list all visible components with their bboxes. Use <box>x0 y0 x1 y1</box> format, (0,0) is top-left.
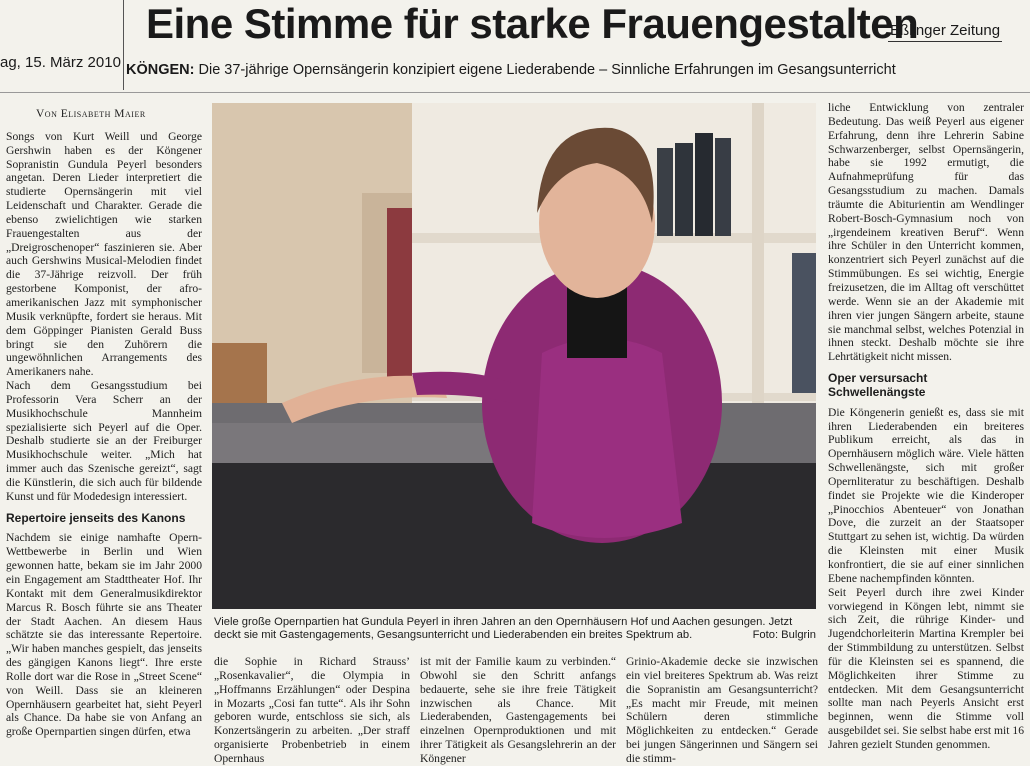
article-column-2 <box>214 655 410 766</box>
publication-date: ag, 15. März 2010 <box>0 54 121 71</box>
paragraph: ist mit der Familie kaum zu verbinden.“ Obwohl sie den Schritt anfangs bedauerte, sehe sie ihre freie Tätigkeit inzwischen als Chance. Mit Liederabenden, Gastengagements bei einzelnen Opernproduktionen und mit ihrer Tätigkeit als Gesangslehrerin an der Köngener <box>420 655 616 765</box>
caption-text: Viele große Opernpartien hat Gundula Peyerl in ihren Jahren an den Opernhäusern Hof und Aachen gesungen. Jetzt deckt sie mit Gastengagements, Gesangsunterricht und Liederabenden ein breites Spektrum ab. <box>214 616 793 641</box>
header-divider <box>123 0 124 90</box>
photo-caption <box>214 616 816 642</box>
article-column-4 <box>626 655 818 766</box>
photo-credit: Foto: Bulgrin <box>752 629 816 641</box>
subtitle-line <box>126 62 1026 78</box>
paragraph: Grinio-Akademie decke sie inzwischen ein viel breiteres Spektrum ab. Was reizt die Sopranistin am Gesangsunterricht? „Es macht mir Freude, mit meinen Schülern deren stimmliche Möglichkeiten zu entdecken.“ Gerade bei jungen Sängerinnen und Sängern sei die stimm- <box>626 655 818 765</box>
subheading: Oper versursacht Schwellenängste <box>828 371 928 399</box>
paragraph: Nachdem sie einige namhafte Opern-Wettbewerbe in Berlin und Wien gewonnen hatte, bekam sie im Jahr 2000 ein Engagement am Stadttheater Hof. Ihr Kontakt mit dem Generalmusikdirektor Marcus R. Bosch führte sie ans Theater der Stadt Aachen. An diesem Haus schätzte sie das interessante Repertoire. „Wir haben manches gespielt, das jenseits des gängigen Kanons liegt“. Ihre erste Rolle dort war die Rose in „Street Scene“ von Weill. Dass sie an kleineren Opernhäusern gearbeitet hat, sieht Peyerl als Chance. Da habe sie von Anfang an große Opernpartien singen dürfen, etwa <box>6 531 202 739</box>
subheading: Repertoire jenseits des Kanons <box>6 510 186 525</box>
paragraph: liche Entwicklung von zentraler Bedeutung. Das weiß Peyerl aus eigener Erfahrung, denn ihre Lehrerin Sabine Schwarzenberger, selbst Opernsängerin, habe sie 1992 ermutigt, die Aufnahmeprüfung für das Gesangsstudium zu machen. Damals träumte die Abiturientin am Wendlinger Robert-Bosch-Gymnasium noch von „irgendeinem kreativen Beruf“. Wenn ihre Schüler in den Unterricht kommen, konzentriert sich Peyerl zunächst auf die Stimmübungen. Es sei wichtig, Energie freizusetzen, die im Alltag oft verschüttet werde. Wenn sie an der Akademie mit ihren vier jungen Sängern arbeite, staune sie manchmal selbst, welches Potenzial in ihnen steckt. Deshalb möchte sie ihre Lehrtätigkeit nicht missen. <box>828 101 1024 364</box>
article-column-3 <box>420 655 616 766</box>
article-photo <box>212 103 816 609</box>
paragraph: Songs von Kurt Weill und George Gershwin haben es der Köngener Sopranistin Gundula Peyerl besonders angetan. Deren Lieder interpretiert die studierte Opernsängerin mit viel Leidenschaft und Charakter. Gerade die ebenso zwielichtigen wie starken Frauengestalten aus der „Dreigroschenoper“ faszinieren sie. Aber auch Gershwins Musical-Melodien findet die 37-Jährige reizvoll. Der früh gestorbene Komponist, der afro-amerikanischen Jazz mit symphonischer Musik verknüpfte, fordert sie heraus. Mit dem Göppinger Pianisten Gerald Buss bringt sie den Zuhörern die ungewöhnlichen Arrangements des Amerikaners nahe. <box>6 129 202 379</box>
paragraph: Nach dem Gesangsstudium bei Professorin Vera Scherr an der Musikhochschule Mannheim spezialisierte sich Peyerl auf die Oper. Deshalb studierte sie an der Freiburger Musikhochschule weiter. „Mich hat immer auch das Szenische gereizt“, sagt die Künstlerin, die sich auch für bildende Kunst und für Modedesign interessiert. <box>6 379 202 503</box>
paragraph: Seit Peyerl durch ihre zwei Kinder vorwiegend in Köngen lebt, nimmt sie sich Zeit, die rührige Kinder- und Jugendchorleiterin Martina Krempler bei der Stimmbildung zu unterstützen. Selbst für die Kleinsten sei es spannend, die Möglichkeiten ihrer Stimme zu entdecken. Mit dem Gesangsunterricht sollte man nach Peyerls Ansicht erst beginnen, wenn die Stimme voll ausgebildet sei. Sie selbst habe erst mit 16 Jahren gezielt Stunden genommen. <box>828 585 1024 751</box>
paragraph: Die Köngenerin genießt es, dass sie mit ihren Liederabenden ein breiteres Publikum erreicht, als das in Opernhäusern möglich wäre. Viele hätten Schwellenängste, sich mit großer Opernliteratur zu beschäftigen. Deshalb findet sie Projekte wie die Kinderoper „Pinocchios Abenteuer“ von Jonathan Dove, die zurzeit an der Staatsoper Stuttgart zu sehen ist, wichtig. Da würden die Kleinsten mit einer Musik konfrontiert, die sie auf einer sinnlichen Ebene nachempfinden könnten. <box>828 405 1024 585</box>
newspaper-name: Eßlinger Zeitung <box>888 22 1002 42</box>
byline: Von Elisabeth Maier <box>36 108 146 120</box>
header-rule <box>0 92 1030 93</box>
photo-illustration <box>212 103 816 609</box>
paragraph: die Sophie in Richard Strauss’ „Rosenkavalier“, die Olympia in „Hoffmanns Erzählungen“ oder Despina in Mozarts „Cosi fan tutte“. Als ihr Sohn geboren wurde, entschloss sie sich, als Konzertsängerin zu arbeiten. „Der straff organisierte Probenbetrieb in einem Opernhaus <box>214 655 410 765</box>
kicker: KÖNGEN: <box>126 62 195 78</box>
subtitle: Die 37-jährige Opernsängerin konzipiert eigene Liederabende – Sinnliche Erfahrungen im Gesangsunterricht <box>198 62 896 78</box>
article-column-1 <box>6 108 202 739</box>
headline: Eine Stimme für starke Frauengestalten <box>146 0 919 47</box>
article-column-5 <box>828 101 1024 752</box>
